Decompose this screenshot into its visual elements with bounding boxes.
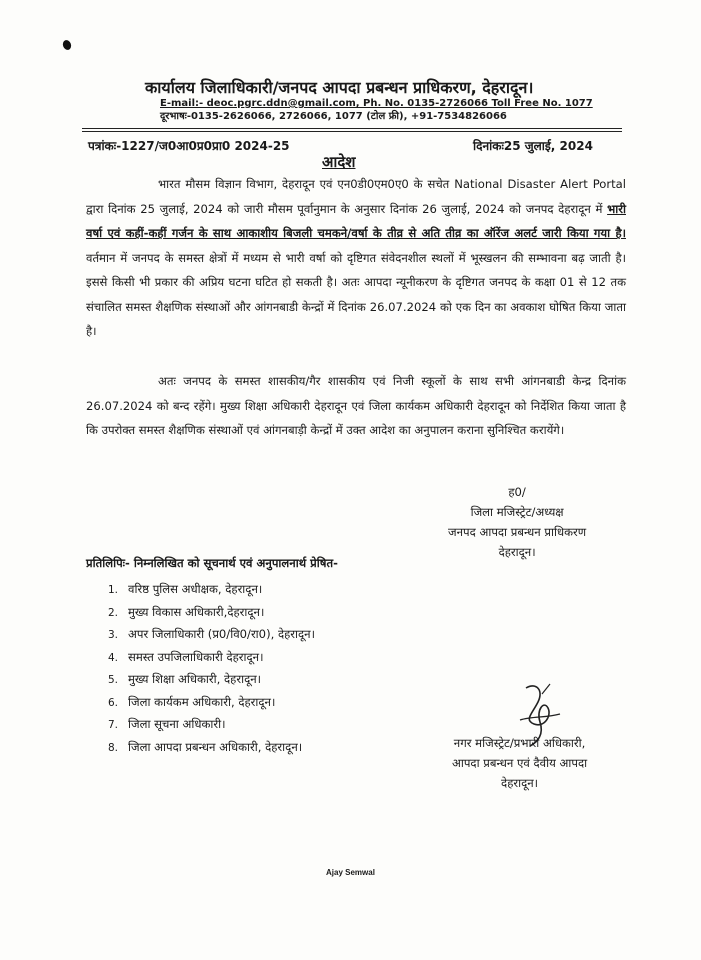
- list-item: 2. मुख्य विकास अधिकारी,देहरादून।: [107, 604, 265, 619]
- paragraph-1-alert-text: भारी वर्षा एवं कहीं-कहीं गर्जन के साथ आकाशीय बिजली चमकने/वर्षा के तीव्र से अति तीव्र का ऑरेंज अलर्ट जारी किया गया है।: [86, 201, 626, 240]
- header-divider-top: [82, 128, 622, 129]
- signatory-1-line-4: देहरादून।: [498, 545, 536, 559]
- signatory-1-line-3: जनपद आपदा प्रबन्धन प्राधिकरण: [448, 525, 587, 539]
- copy-to-heading: प्रतिलिपिः- निम्नलिखित को सूचनार्थ एवं अनुपालनार्थ प्रेषित-: [86, 556, 338, 570]
- list-item: 6. जिला कार्यकम अधिकारी, देहरादून।: [107, 694, 276, 709]
- signatory-1-line-2: जिला मजिस्ट्रेट/अध्यक्ष: [470, 505, 564, 519]
- signatory-2-line-2: आपदा प्रबन्धन एवं दैवीय आपदा: [452, 756, 588, 770]
- list-item: 5. मुख्य शिक्षा अधिकारी, देहरादून।: [107, 672, 262, 686]
- copy-to-list: [102, 579, 315, 759]
- paragraph-1-text-a: भारत मौसम विज्ञान विभाग, देहरादून एवं एन0डी0एम0ए0 के सचेत National Disaster Alert Portal द्वारा दिनांक 25 जुलाई, 2024 को जारी मौसम पूर्वानुमान के अनुसार दिनांक 26 जुलाई, 2024 को जनपद देहरादून में: [86, 177, 626, 216]
- district-magistrate-signature-block: [448, 482, 586, 562]
- signatory-1-line-1: ह0/: [508, 485, 526, 499]
- list-item: 4. समस्त उपजिलाधिकारी देहरादून।: [107, 649, 264, 664]
- list-item: 8. जिला आपदा प्रबन्धन अधिकारी, देहरादून।: [107, 739, 303, 754]
- header-divider-bottom: [82, 131, 622, 132]
- reference-row: [88, 137, 628, 154]
- paragraph-1-text-b: वर्तमान में जनपद के समस्त क्षेत्रों में मध्यम से भारी वर्षा को दृष्टिगत संवेदनशील स्थलों में भूस्खलन की सम्भावना बढ़ जाती है। इससे किसी भी प्रकार की अप्रिय घटना घटित हो सकती है। अतः आपदा न्यूनीकरण के दृष्टिगत जनपद के कक्षा 01 से 12 तक संचालित समस्त शैक्षणिक संस्थाओं और आंगनबाडी केन्द्रों में दिनांक 26.07.2024 को एक दिन का अवकाश घोषित किया जाता है।: [86, 250, 626, 338]
- ink-speck: [62, 39, 73, 51]
- signatory-2-line-3: देहरादून।: [501, 776, 539, 790]
- order-heading: आदेश: [322, 153, 356, 171]
- city-magistrate-signature-block: [452, 733, 587, 793]
- list-item: 1. वरिष्ठ पुलिस अधीक्षक, देहरादून।: [107, 582, 263, 596]
- footer-name: Ajay Semwal: [326, 868, 375, 877]
- office-title: कार्यालय जिलाधिकारी/जनपद आपदा प्रबन्धन प्राधिकरण, देहरादून।: [145, 78, 534, 97]
- email-line: E-mail:- deoc.pgrc.ddn@gmail.com, Ph. No. 0135-2726066 Toll Free No. 1077: [160, 98, 593, 109]
- letter-date: दिनांकः25 जुलाई, 2024: [473, 139, 593, 153]
- contact-block: [160, 97, 593, 123]
- list-item: 7. जिला सूचना अधिकारी।: [107, 717, 226, 731]
- list-item: 3. अपर जिलाधिकारी (प्र0/वि0/रा0), देहरादून।: [107, 627, 315, 641]
- order-paragraph-1: [86, 172, 626, 344]
- order-paragraph-2: अतः जनपद के समस्त शासकीय/गैर शासकीय एवं निजी स्कूलों के साथ सभी आंगनबाडी केन्द्र दिनांक 26.07.2024 को बन्द रहेंगे। मुख्य शिक्षा अधिकारी देहरादून एवं जिला कार्यकम अधिकारी देहरादून को निर्देशित किया जाता है कि उपरोक्त समस्त शैक्षणिक संस्थाओं एवं आंगनबाड़ी केन्द्रों में उक्त आदेश का अनुपालन कराना सुनिश्चित करायेंगे।: [86, 374, 626, 437]
- letter-number: पत्रांकः-1227/ज0आ0प्र0प्रा0 2024-25: [88, 139, 290, 153]
- phone-line: दूरभाषः-0135-2626066, 2726066, 1077 (टोल फ्री), +91-7534826066: [160, 111, 507, 122]
- signatory-2-line-1: नगर मजिस्ट्रेट/प्रभारी अधिकारी,: [453, 736, 586, 750]
